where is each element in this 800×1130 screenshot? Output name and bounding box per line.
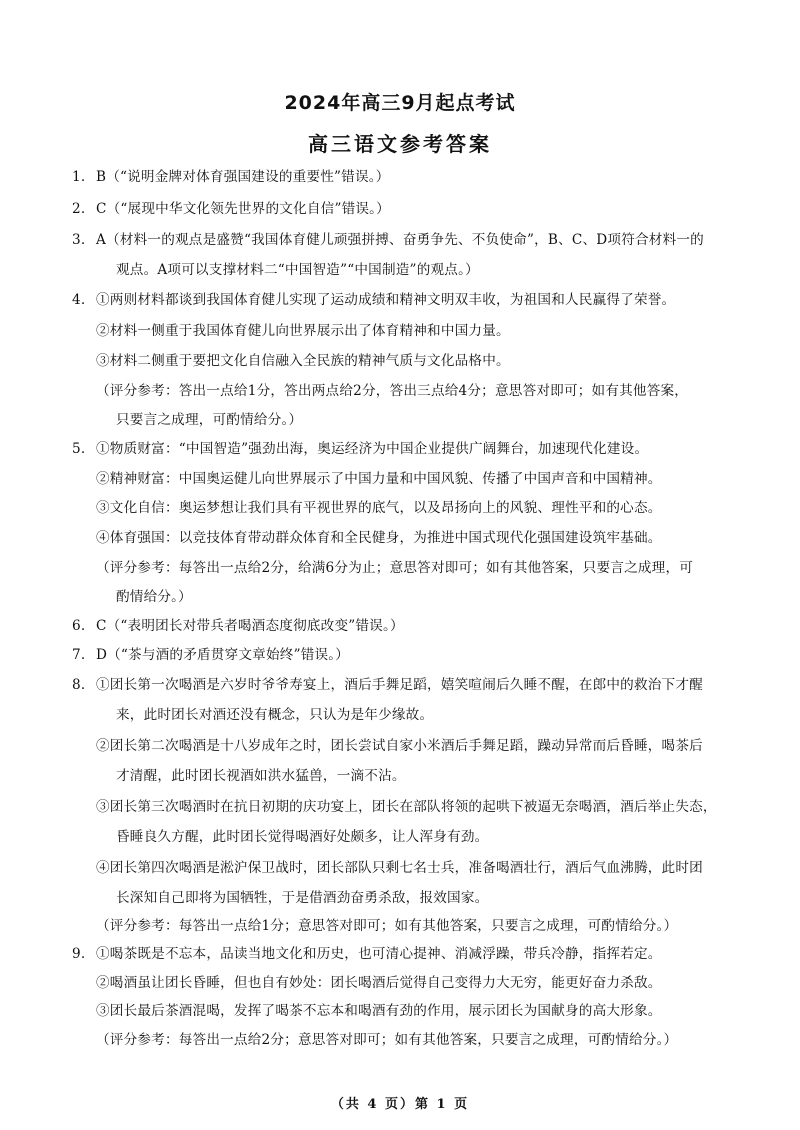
question-number: 6.	[72, 618, 86, 634]
scoring-note: 酌情给分。）	[116, 589, 192, 605]
scoring-note: （评分参考：每答出一点给1分；意思答对即可；如有其他答案，只要言之成理，可酌情给分。）	[96, 918, 678, 934]
answer-line: ②材料一侧重于我国体育健儿向世界展示出了体育精神和中国力量。	[96, 323, 510, 339]
answer-line: ②精神财富：中国奥运健儿向世界展示了中国力量和中国风貌、传播了中国声音和中国精神。	[96, 471, 662, 487]
question-number: 4.	[72, 292, 86, 308]
exam-subtitle: 高三语文参考答案	[308, 132, 492, 156]
question-number: 3.	[72, 232, 86, 248]
answer-line: 昏睡良久方醒，此时团长觉得喝酒好处颇多，让人浑身有劲。	[116, 829, 489, 845]
scoring-note: （评分参考：每答出一点给2分，给满6分为止；意思答对即可；如有其他答案，只要言之成理，可	[96, 560, 694, 576]
question-number: 5.	[72, 441, 86, 457]
answer-line: ③团长最后茶酒混喝，发挥了喝茶不忘本和喝酒有劲的作用，展示团长为国献身的高大形象。	[96, 1003, 662, 1019]
question-number: 2.	[72, 201, 86, 217]
question-number: 7.	[72, 647, 86, 663]
answer-line: ②喝酒虽让团长昏睡，但也自有妙处：团长喝酒后觉得自己变得力大无穷，能更好奋力杀敌。	[96, 975, 662, 991]
answer-line: ②团长第二次喝酒是十八岁成年之时，团长尝试自家小米酒后手舞足蹈，躁动异常而后昏睡，喝茶后	[96, 738, 703, 754]
answer-line: ①团长第一次喝酒是六岁时爷爷寿宴上，酒后手舞足蹈，嬉笑喧闹后久睡不醒，在郎中的救治下才醒	[96, 677, 703, 693]
answer-line: B（“说明金牌对体育强国建设的重要性”错误。）	[96, 169, 390, 185]
answer-line: 才清醒，此时团长视酒如洪水猛兽，一滴不沾。	[116, 768, 406, 784]
answer-line: 长深知自己即将为国牺牲，于是借酒劲奋勇杀敌，报效国家。	[116, 890, 489, 906]
answer-line: ④团长第四次喝酒是淞沪保卫战时，团长部队只剩七名士兵，准备喝酒壮行，酒后气血沸腾，此时团	[96, 860, 703, 876]
answer-line: 观点。A项可以支撑材料二“中国智造”“中国制造”的观点。）	[116, 262, 479, 278]
scoring-note: 只要言之成理，可酌情给分。）	[116, 412, 303, 428]
exam-title: 2024年高三9月起点考试	[284, 92, 516, 114]
answer-line: 来，此时团长对酒还没有概念，只认为是年少缘故。	[116, 707, 434, 723]
answer-line: ③文化自信：奥运梦想让我们具有平视世界的底气，以及昂扬向上的风貌、理性平和的心态。	[96, 500, 662, 516]
page-footer: （共 4 页）第 1 页	[330, 1097, 470, 1112]
scoring-note: （评分参考：每答出一点给2分；意思答对即可；如有其他答案，只要言之成理，可酌情给分。）	[96, 1032, 678, 1048]
question-number: 9.	[72, 946, 86, 962]
answer-line: ①喝茶既是不忘本，品读当地文化和历史，也可清心提神、消减浮躁，带兵冷静，指挥若定。	[96, 946, 662, 962]
question-number: 8.	[72, 677, 86, 693]
scoring-note: （评分参考：答出一点给1分，答出两点给2分，答出三点给4分；意思答对即可；如有其他答案，	[96, 383, 689, 399]
answer-line: ①两则材料都谈到我国体育健儿实现了运动成绩和精神文明双丰收，为祖国和人民赢得了荣誉。	[96, 292, 676, 308]
answer-line: ①物质财富：“中国智造”强劲出海，奥运经济为中国企业提供广阔舞台，加速现代化建设。	[96, 441, 649, 457]
answer-line: A（材料一的观点是盛赞“我国体育健儿顽强拼搏、奋勇争先、不负使命”，B、C、D项符合材料一的	[96, 232, 704, 248]
answer-line: ④体育强国：以竞技体育带动群众体育和全民健身，为推进中国式现代化强国建设筑牢基础。	[96, 530, 662, 546]
answer-line: ③团长第三次喝酒时在抗日初期的庆功宴上，团长在部队将领的起哄下被逼无奈喝酒，酒后举止失态，	[96, 799, 717, 815]
answer-line: C（“展现中华文化领先世界的文化自信”错误。）	[96, 201, 390, 217]
answer-line: ③材料二侧重于要把文化自信融入全民族的精神气质与文化品格中。	[96, 353, 510, 369]
question-number: 1.	[72, 169, 86, 185]
answer-line: D（“茶与酒的矛盾贯穿文章始终”错误。）	[96, 647, 350, 663]
answer-line: C（“表明团长对带兵者喝酒态度彻底改变”错误。）	[96, 618, 404, 634]
